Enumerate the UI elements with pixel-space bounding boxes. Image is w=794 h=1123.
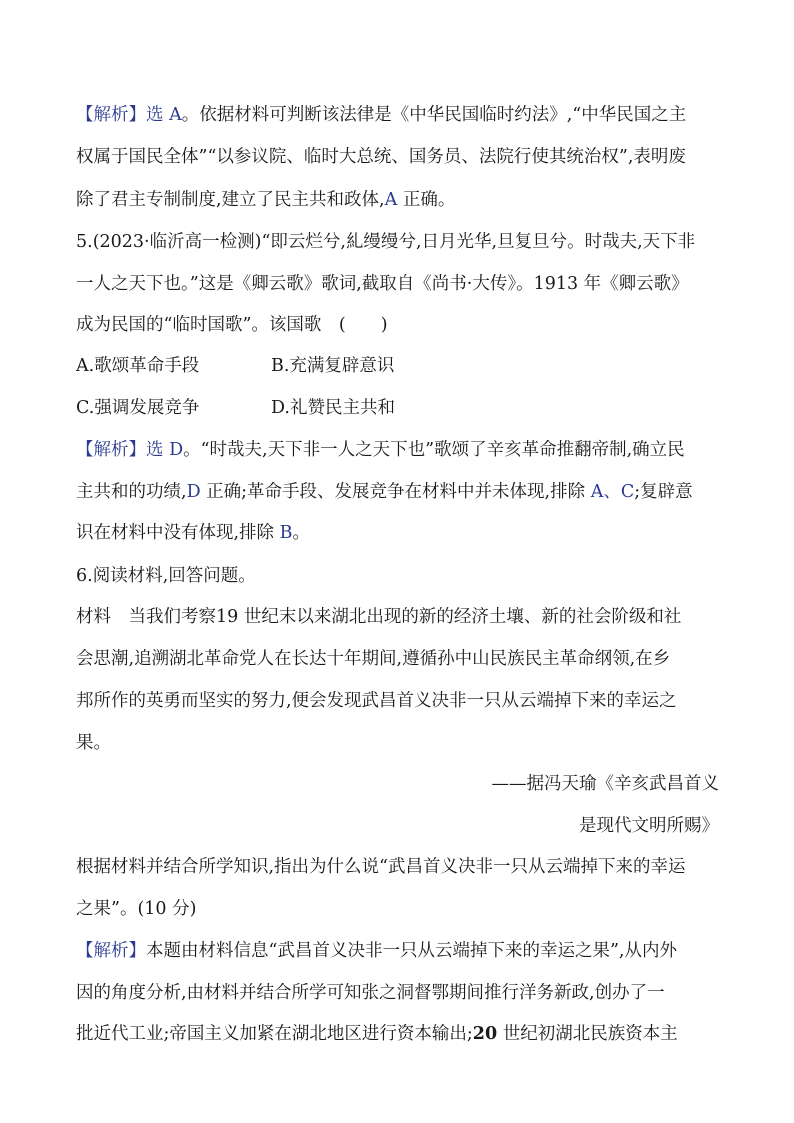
answer4-text: 。依据材料可判断该法律是《中华民国临时约法》,“中华民国之主 (181, 105, 687, 125)
q6-question-line2: 之果”。(10 分) (76, 899, 197, 919)
answer5-line3 (76, 522, 724, 544)
answer5-text: 。 (292, 523, 310, 543)
q5-stem-line2: 一人之天下也。”这是《卿云歌》歌词,截取自《尚书·大传》。1913 年《卿云歌》 (76, 274, 689, 294)
answer5-choice-ref: A、C (590, 482, 635, 502)
answer5-text: 。“时哉夫,天下非一人之天下也”歌颂了辛亥革命推翻帝制,确立民 (183, 440, 685, 460)
answer5-choice: D (169, 440, 184, 460)
q5-option-b: B.充满复辟意识 (271, 356, 395, 376)
q5-option-c: C.强调发展竞争 (76, 398, 200, 418)
answer6-line1 (76, 940, 724, 962)
answer5-line1 (76, 439, 724, 461)
analysis-tag: 【解析】 (76, 941, 146, 961)
q6-material-line2: 会思潮,追溯湖北革命党人在长达十年期间,遵循孙中山民族民主革命纲领,在乡 (76, 649, 671, 669)
q6-material-line3: 邦所作的英勇而坚实的努力,便会发现武昌首义决非一只从云端掉下来的幸运之 (76, 691, 677, 711)
answer4-line1 (76, 104, 724, 126)
answer4-line3 (76, 189, 724, 211)
q5-stem-line3: 成为民国的“临时国歌”。该国歌 ( ) (76, 315, 388, 335)
answer5-line2 (76, 481, 724, 503)
q6-question-line1: 根据材料并结合所学知识,指出为什么说“武昌首义决非一只从云端掉下来的幸运 (76, 857, 686, 877)
answer5-choice-ref: D (186, 482, 201, 502)
q6-title: 6.阅读材料,回答问题。 (76, 566, 256, 586)
answer5-text: 正确;革命手段、发展竞争在材料中并未体现,排除 (200, 482, 591, 502)
q6-material-line4: 果。 (76, 733, 111, 753)
analysis-tag: 【解析】 (76, 105, 146, 125)
answer4-text: 除了君主专制制度,建立了民主共和政体, (76, 190, 385, 210)
answer4-pre: 选 (146, 105, 170, 125)
answer5-text: ;复辟意 (634, 482, 693, 502)
q6-material-line1: 材料 当我们考察19 世纪末以来湖北出现的新的经济土壤、新的社会阶级和社 (76, 607, 682, 627)
answer5-text: 识在材料中没有体现,排除 (76, 523, 280, 543)
answer4-text: 正确。 (397, 190, 456, 210)
answer6-text: 批近代工业;帝国主义加紧在湖北地区进行资本输出; (76, 1024, 473, 1044)
answer4-line2: 权属于国民全体”“以参议院、临时大总统、国务员、法院行使其统治权”,表明废 (76, 147, 686, 167)
answer4-choice-ref: A (384, 190, 398, 210)
answer6-number: 20 (472, 1024, 498, 1044)
answer6-line2: 因的角度分析,由材料并结合所学可知张之洞督鄂期间推行洋务新政,创办了一 (76, 983, 665, 1003)
q6-source-line2: 是现代文明所赐》 (579, 816, 719, 836)
answer5-choice-ref: B (279, 523, 293, 543)
answer5-text: 主共和的功绩, (76, 482, 187, 502)
answer6-text: 世纪初湖北民族资本主 (497, 1024, 678, 1044)
q6-source-line1: ——据冯天瑜《辛亥武昌首义 (491, 774, 719, 794)
q5-option-d: D.礼赞民主共和 (271, 398, 395, 418)
answer6-line3 (76, 1023, 724, 1045)
answer4-choice: A (169, 105, 182, 125)
q5-stem-line1: 5.(2023·临沂高一检测)“即云烂兮,糺缦缦兮,日月光华,旦复旦兮。时哉夫,天下非 (76, 232, 696, 252)
analysis-tag: 【解析】 (76, 440, 146, 460)
answer5-pre: 选 (146, 440, 170, 460)
answer6-text: 本题由材料信息“武昌首义决非一只从云端掉下来的幸运之果”,从内外 (146, 941, 677, 961)
q5-option-a: A.歌颂革命手段 (76, 356, 200, 376)
